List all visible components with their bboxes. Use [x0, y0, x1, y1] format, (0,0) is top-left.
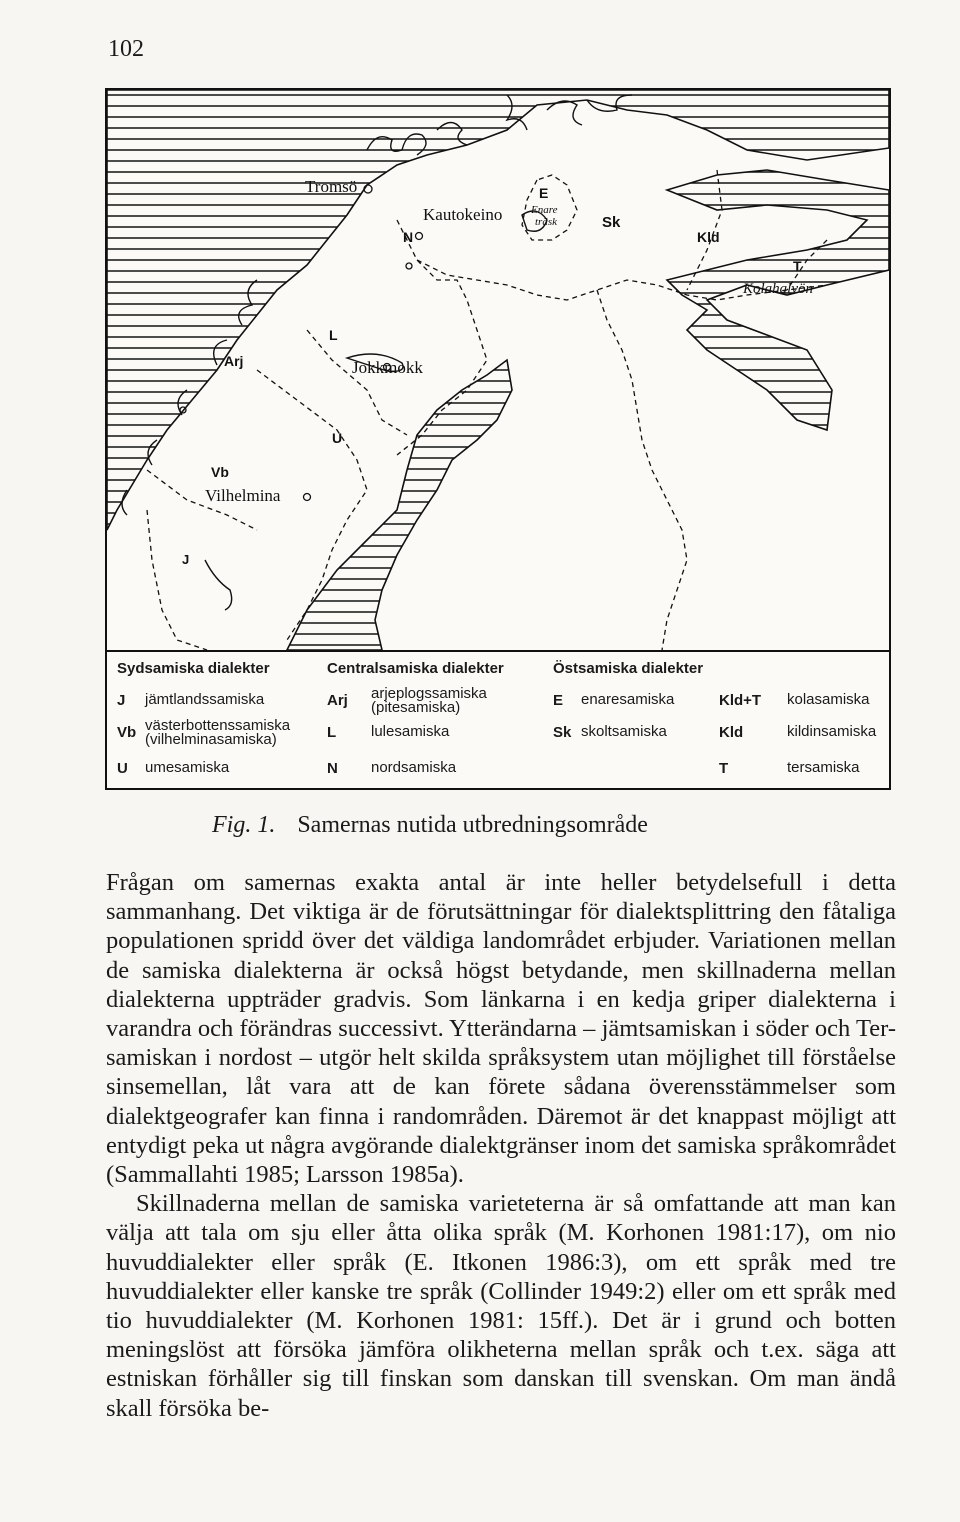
label-arj: Arj: [224, 353, 244, 369]
legend-heading: Östsamiska dialekter: [553, 660, 704, 677]
legend-name: västerbottenssamiska: [145, 717, 291, 734]
legend-code: N: [327, 760, 338, 777]
legend-code: U: [117, 760, 128, 777]
legend-code: Arj: [327, 692, 348, 709]
label-kolahalvon: Kolahalvön: [743, 281, 813, 297]
legend-heading: Centralsamiska dialekter: [327, 660, 504, 677]
legend-code: Vb: [117, 724, 137, 741]
legend-name: nordsamiska: [371, 759, 457, 776]
label-enare: Enare: [531, 204, 558, 216]
legend-name: lulesamiska: [371, 723, 450, 740]
label-trask: träsk: [535, 216, 557, 228]
label-tromso: Tromsö: [305, 177, 358, 196]
map: [107, 90, 889, 650]
label-vb: Vb: [211, 464, 229, 480]
legend-code: T: [719, 760, 729, 777]
legend-name: tersamiska: [787, 759, 860, 776]
caption-label: Fig. 1.: [212, 812, 276, 838]
legend-code: Kld: [719, 724, 744, 741]
paragraph: Skillnaderna mellan de samiska varieteterna är så omfattande att man kan välja att tala om sju eller åtta olika språk (M. Korhonen 1981:17), om nio huvuddialekter eller språk (E. Itkonen 1986:3), om ett språk med tre huvuddialekter eller kanske tre språk (Collinder 1949:2) eller om ett språk med tio huvuddialekter (M. Korhonen 1981: 15ff.). Det är i grund och botten meningslöst att försöka jämföra olikheterna mellan språk och t.ex. säga att estniskan förhåller sig till finskan som danskan till svenskan. Om man ändå skall försöka be-: [106, 1190, 896, 1422]
body-text: [106, 868, 896, 1423]
figure-caption: [212, 812, 648, 839]
legend-name: kildinsamiska: [787, 723, 877, 740]
label-e: E: [539, 185, 549, 201]
label-kld: Kld: [697, 229, 720, 245]
legend-name-2: (vilhelminasamiska): [145, 731, 277, 748]
legend-name: enaresamiska: [581, 691, 675, 708]
label-sk: Sk: [602, 214, 621, 231]
label-u: U: [332, 430, 343, 446]
legend-code: Sk: [553, 724, 572, 741]
legend-name: jämtlandssamiska: [145, 691, 265, 708]
legend-name: skoltsamiska: [581, 723, 667, 740]
label-j: J: [182, 552, 190, 567]
legend-name: arjeplogssamiska: [371, 685, 487, 702]
legend-heading: Sydsamiska dialekter: [117, 660, 270, 677]
legend: [107, 650, 889, 788]
label-jokkmokk: Jokkmokk: [352, 358, 423, 377]
legend-code: E: [553, 692, 564, 709]
legend-code: Kld+T: [719, 692, 762, 709]
gulf-of-bothnia: [287, 360, 512, 650]
legend-code: J: [117, 692, 126, 709]
label-kautokeino: Kautokeino: [423, 205, 503, 224]
caption-text: Samernas nutida utbredningsområde: [297, 812, 648, 838]
label-vilhelmina: Vilhelmina: [205, 486, 281, 505]
lake-south: [205, 560, 232, 610]
page-number: 102: [108, 36, 144, 62]
paragraph: Frågan om samernas exakta antal är inte heller betydelsefull i detta sammanhang. Det viktiga är de förutsättningar för dialektsplittring den fåtaliga populationen spridd över det väldiga landområdet erbjuder. Variationen mellan de samiska dialekterna är också högst betydande, men skillnaderna mellan dialekterna uppträder gradvis. Som länkarna i en kedja griper dialekterna i varandra och förändras successivt. Ytterändarna – jämtsamiskan i söder och Ter-samiskan i nordost – utgör helt skilda språksystem utan möjlighet till förståelse sinsemellan, låt vara att de kan förete sådana överensstämmelser som dialektgeografer kan finna i randområden. Däremot är det knappast möjligt att entydigt peka ut några avgörande dialektgränser inom det samiska språkområdet (Sammallahti 1985; Larsson 1985a).: [106, 869, 896, 1189]
figure: [105, 88, 891, 790]
label-l: L: [329, 327, 338, 343]
label-n: N: [403, 229, 414, 245]
legend-name: kolasamiska: [787, 691, 870, 708]
legend-code: L: [327, 724, 337, 741]
legend-name-2: (pitesamiska): [371, 699, 461, 716]
label-t: T: [793, 258, 802, 274]
legend-name: umesamiska: [145, 759, 230, 776]
barents-white-sea: [667, 170, 889, 430]
